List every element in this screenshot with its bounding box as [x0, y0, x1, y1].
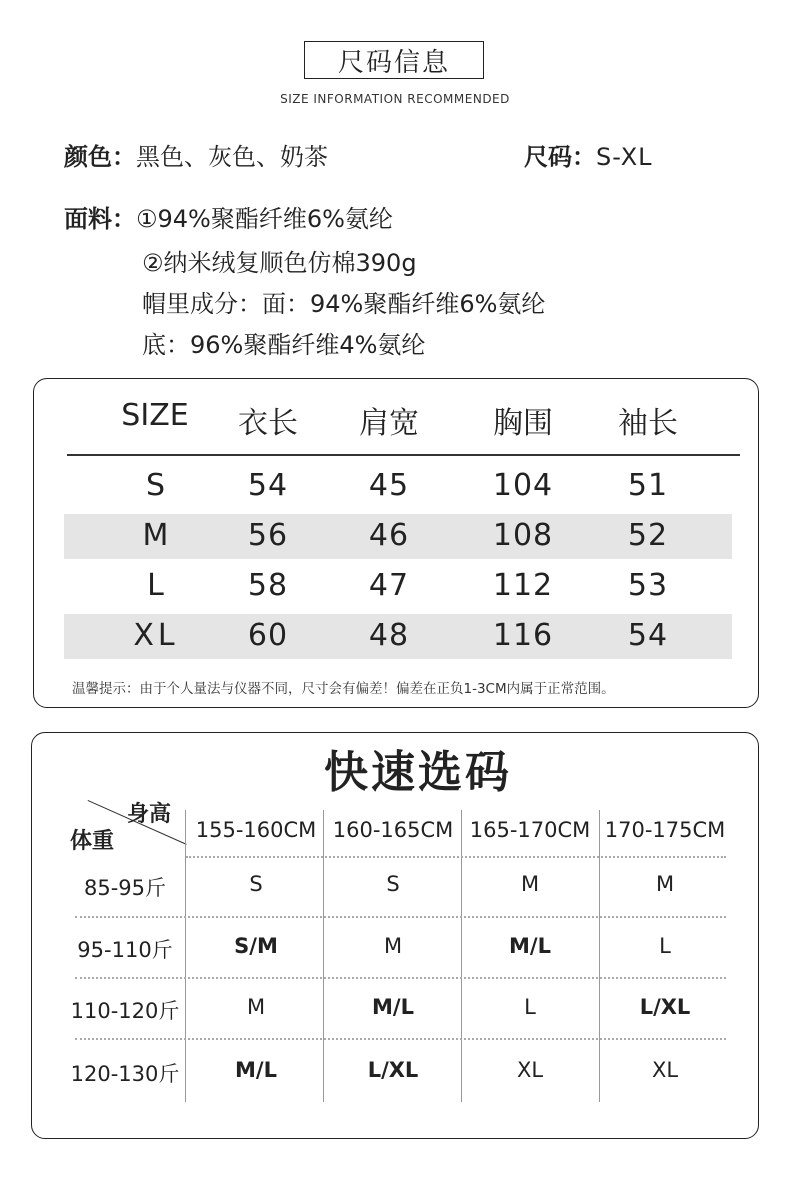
size-recommendation: M/L [372, 995, 414, 1019]
fabric-label: 面料： [64, 205, 136, 233]
size-recommendation: S [386, 872, 400, 896]
size-recommendation: M [655, 872, 675, 896]
size-table-header: SIZE [121, 398, 189, 433]
size-cell: 104 [492, 468, 554, 503]
size-cell: 47 [368, 568, 410, 603]
size-table-header: 胸围 [493, 406, 553, 441]
weight-label: 85-95斤 [83, 876, 167, 900]
size-cell: XL [133, 618, 179, 653]
size-cell: L [147, 568, 165, 603]
size-table-header: 袖长 [618, 406, 678, 441]
color-row [64, 137, 328, 172]
size-table-row [64, 614, 732, 659]
size-cell: 54 [627, 618, 669, 653]
corner-weight-label: 体重 [70, 829, 115, 854]
fabric-row [64, 199, 393, 234]
row-divider [186, 856, 726, 858]
size-cell: 46 [368, 518, 410, 553]
size-cell: 58 [247, 568, 289, 603]
row-divider [75, 977, 726, 979]
height-header: 165-170CM [469, 818, 591, 842]
size-cell: 108 [492, 518, 554, 553]
weight-label: 120-130斤 [70, 1062, 180, 1086]
size-cell: 51 [627, 468, 669, 503]
corner-height-label: 身高 [127, 802, 172, 827]
row-divider [75, 916, 726, 918]
size-range-row [524, 137, 653, 172]
weight-label: 110-120斤 [70, 999, 180, 1023]
size-table-header: 衣长 [238, 406, 298, 441]
size-recommendation: XL [516, 1058, 544, 1082]
size-table-row [64, 564, 732, 609]
size-cell: M [142, 518, 170, 553]
size-table-divider [67, 454, 740, 456]
size-cell: 116 [492, 618, 554, 653]
size-recommendation: M [383, 934, 403, 958]
size-note: 温馨提示：由于个人量法与仪器不同，尺寸会有偏差！偏差在正负1-3CM内属于正常范围。 [72, 681, 615, 697]
column-divider [323, 810, 324, 1102]
size-range-label: 尺码： [524, 143, 596, 171]
page-title [304, 41, 484, 79]
size-cell: 54 [247, 468, 289, 503]
size-recommendation: L [524, 995, 536, 1019]
size-recommendation: M [520, 872, 540, 896]
size-cell: 53 [627, 568, 669, 603]
size-cell: 45 [368, 468, 410, 503]
height-header: 160-165CM [332, 818, 454, 842]
fabric-line: ②纳米绒复顺色仿棉390g [142, 249, 417, 277]
size-cell: 60 [247, 618, 289, 653]
column-divider [185, 810, 186, 1102]
column-divider [599, 810, 600, 1102]
size-cell: S [145, 468, 167, 503]
size-recommendation: M/L [235, 1058, 277, 1082]
fabric-line: 底：96%聚酯纤维4%氨纶 [142, 331, 426, 359]
color-value: 黑色、灰色、奶茶 [136, 143, 328, 171]
size-cell: 52 [627, 518, 669, 553]
size-cell: 112 [492, 568, 554, 603]
size-recommendation: M [246, 995, 266, 1019]
size-table-row [64, 464, 732, 509]
height-header: 155-160CM [195, 818, 317, 842]
size-recommendation: S [249, 872, 263, 896]
size-table-row [64, 514, 732, 559]
weight-label: 95-110斤 [77, 938, 173, 962]
page-subtitle: SIZE INFORMATION RECOMMENDED [280, 92, 510, 106]
size-recommendation: XL [651, 1058, 679, 1082]
size-cell: 48 [368, 618, 410, 653]
row-divider [75, 1038, 726, 1040]
quick-select-title: 快速选码 [324, 747, 512, 798]
size-recommendation: L/XL [367, 1058, 419, 1082]
height-header: 170-175CM [604, 818, 726, 842]
size-recommendation: S/M [234, 934, 278, 958]
column-divider [461, 810, 462, 1102]
size-range-value: S-XL [596, 143, 653, 171]
page-title-text: 尺码信息 [337, 47, 450, 78]
fabric-line: 帽里成分：面：94%聚酯纤维6%氨纶 [142, 290, 546, 318]
size-recommendation: L/XL [639, 995, 691, 1019]
size-cell: 56 [247, 518, 289, 553]
fabric-line: ①94%聚酯纤维6%氨纶 [136, 205, 393, 233]
size-table-header: 肩宽 [359, 406, 419, 441]
color-label: 颜色： [64, 143, 136, 171]
size-recommendation: L [659, 934, 671, 958]
size-recommendation: M/L [509, 934, 551, 958]
